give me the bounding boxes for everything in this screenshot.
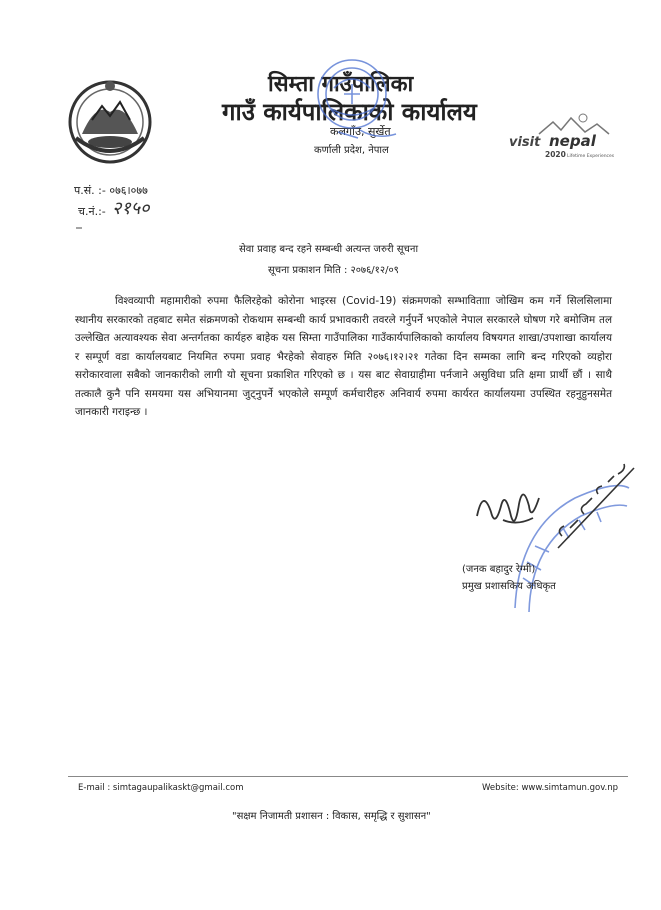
footer-website: Website: www.simtamun.gov.np bbox=[482, 783, 619, 793]
signature-date-icon bbox=[548, 460, 644, 556]
svg-text:visit: visit bbox=[509, 135, 541, 150]
reference-number: प.सं. :- ०७६।०७७ bbox=[74, 184, 148, 197]
footer-email: E-mail : simtagaupalikaskt@gmail.com bbox=[78, 783, 244, 793]
notice-body: विश्वव्यापी महामारीको रुपमा फैलिरहेको कोरोना भाइरस (Covid-19) संक्रमणको सम्भावितााा जोखिम कम गर्ने सिलसिलामा स्थानीय सरकारको तहबाट समेत संक्रमणको रोकथाम सम्बन्धी कार्य प्रभावकारी तवरले गर्नुपर्ने भएकोले नेपाल सरकारले घोषण गरे बमोजिम तल उल्लेखित अत्यावश्यक सेवा अन्तर्गतका कार्यहरु बाहेक यस सिम्ता गाउँपालिका गाउँकार्यपालिकाको कार्यालय विषयगत शाखा/उपशाखा कार्यालय र सम्पूर्ण वडा कार्यालयबाट नियमित रुपमा प्रवाह भैरहेको सेवाहरु मिति २०७६।१२।२१ गतेका दिन सम्मका लागि बन्द गरिएको व्यहोरा सरोकारवाला सबैको जानकारीको लागी यो सूचना प्रकाशित गरिएको छ । यस बाट सेवाग्राहीमा पर्नजाने असुविधा प्रति क्षमा प्रार्थी छौं । साथै तत्कालै कुनै पनि समयमा यस अभियानमा जुट्नुपर्ने भएकोले सम्पूर्ण कर्मचारीहरु अनिवार्य रुपमा कार्यरत कार्यालयमा उपस्थित रहनुहुनसमेत जानकारी गराइन्छ । bbox=[75, 295, 612, 418]
notice-publication-date: सूचना प्रकाशन मिति : २०७६/१२/०९ bbox=[268, 265, 399, 276]
dispatch-number-handwritten: २१५० bbox=[112, 198, 150, 219]
signatory-title: प्रमुख प्रशासकिय अधिकृत bbox=[462, 581, 556, 592]
footer-divider bbox=[68, 776, 628, 777]
municipality-name: सिम्ता गाउँपालिका bbox=[268, 72, 414, 97]
signature-icon bbox=[473, 476, 553, 540]
svg-text:nepal: nepal bbox=[549, 132, 596, 150]
svg-text:2020: 2020 bbox=[545, 150, 566, 159]
office-address: कलगाँउ, सुर्खेत bbox=[330, 125, 391, 138]
nepal-emblem-icon bbox=[62, 72, 158, 168]
dispatch-number-label: च.नं.:- bbox=[78, 205, 106, 218]
pen-mark-icon bbox=[76, 226, 82, 230]
visit-nepal-logo bbox=[505, 110, 625, 160]
svg-text:Lifetime Experiences: Lifetime Experiences bbox=[567, 154, 615, 159]
footer-motto: "सक्षम निजामती प्रशासन : विकास, समृद्धि र सुशासन" bbox=[232, 811, 431, 822]
office-stamp-icon bbox=[300, 52, 418, 152]
notice-subject: सेवा प्रवाह बन्द रहने सम्बन्धी अत्यन्त जरुरी सूचना bbox=[239, 244, 419, 255]
signatory-name: (जनक बहादुर रेग्मी) bbox=[462, 564, 536, 575]
office-name: गाउँ कार्यपालिकाको कार्यालय bbox=[222, 98, 477, 126]
office-province: कर्णाली प्रदेश, नेपाल bbox=[314, 145, 389, 156]
